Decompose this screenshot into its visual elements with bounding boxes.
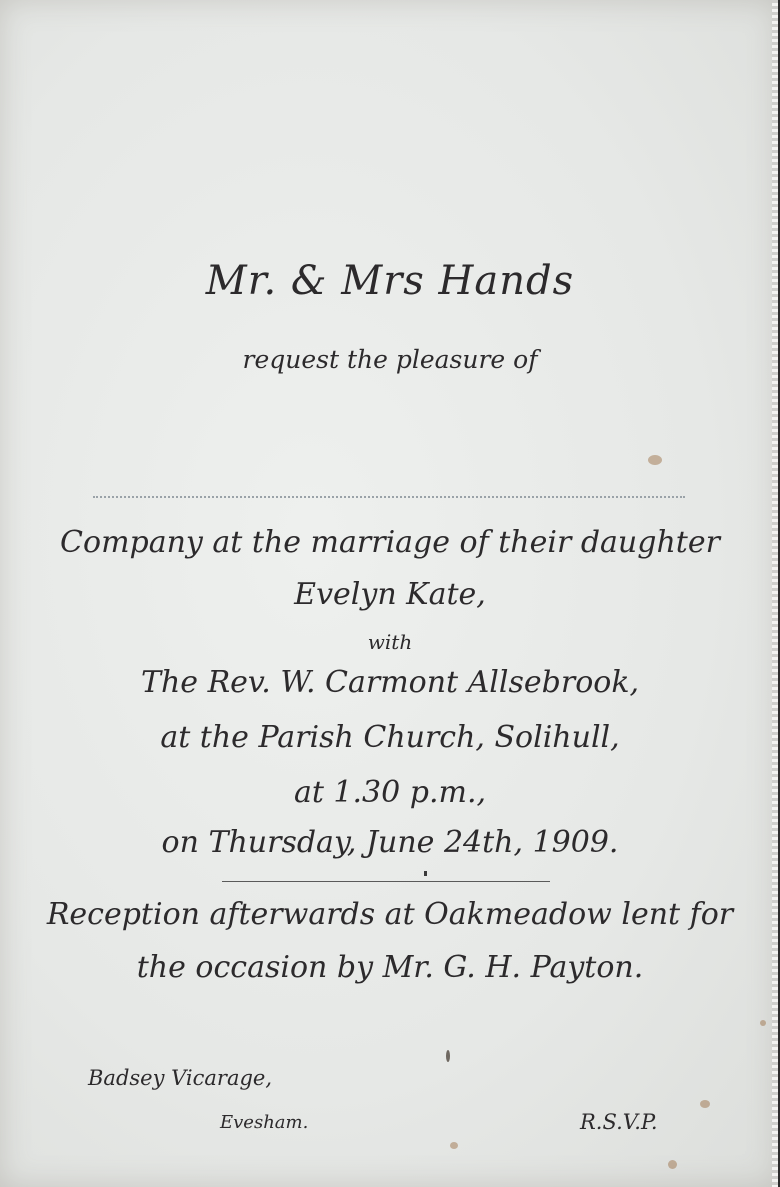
foxing-stain (668, 1160, 677, 1169)
reception-line-1: Reception afterwards at Oakmeadow lent for (46, 897, 734, 932)
request-line: request the pleasure of (242, 345, 538, 374)
reception-line-2: the occasion by Mr. G. H. Payton. (136, 950, 644, 985)
rsvp-note: R.S.V.P. (580, 1110, 658, 1134)
address-line-1: Badsey Vicarage, (88, 1066, 273, 1090)
address-line-2: Evesham. (220, 1112, 309, 1133)
groom-name: The Rev. W. Carmont Allsebrook, (140, 665, 640, 700)
foxing-stain (446, 1050, 450, 1062)
company-line: Company at the marriage of their daughter (60, 525, 720, 560)
foxing-stain (700, 1100, 710, 1108)
foxing-stain (648, 455, 662, 465)
bride-name: Evelyn Kate, (294, 577, 486, 612)
divider-rule (222, 881, 550, 882)
time-line: at 1.30 p.m., (293, 775, 487, 810)
venue-line: at the Parish Church, Solihull, (160, 720, 620, 755)
foxing-stain (450, 1142, 458, 1149)
guest-name-dotted-line (93, 496, 685, 498)
divider-ornament (424, 871, 427, 876)
hosts-line: Mr. & Mrs Hands (205, 258, 575, 304)
with-line: with (367, 630, 413, 654)
date-line: on Thursday, June 24th, 1909. (161, 825, 619, 860)
foxing-stain (760, 1020, 766, 1026)
